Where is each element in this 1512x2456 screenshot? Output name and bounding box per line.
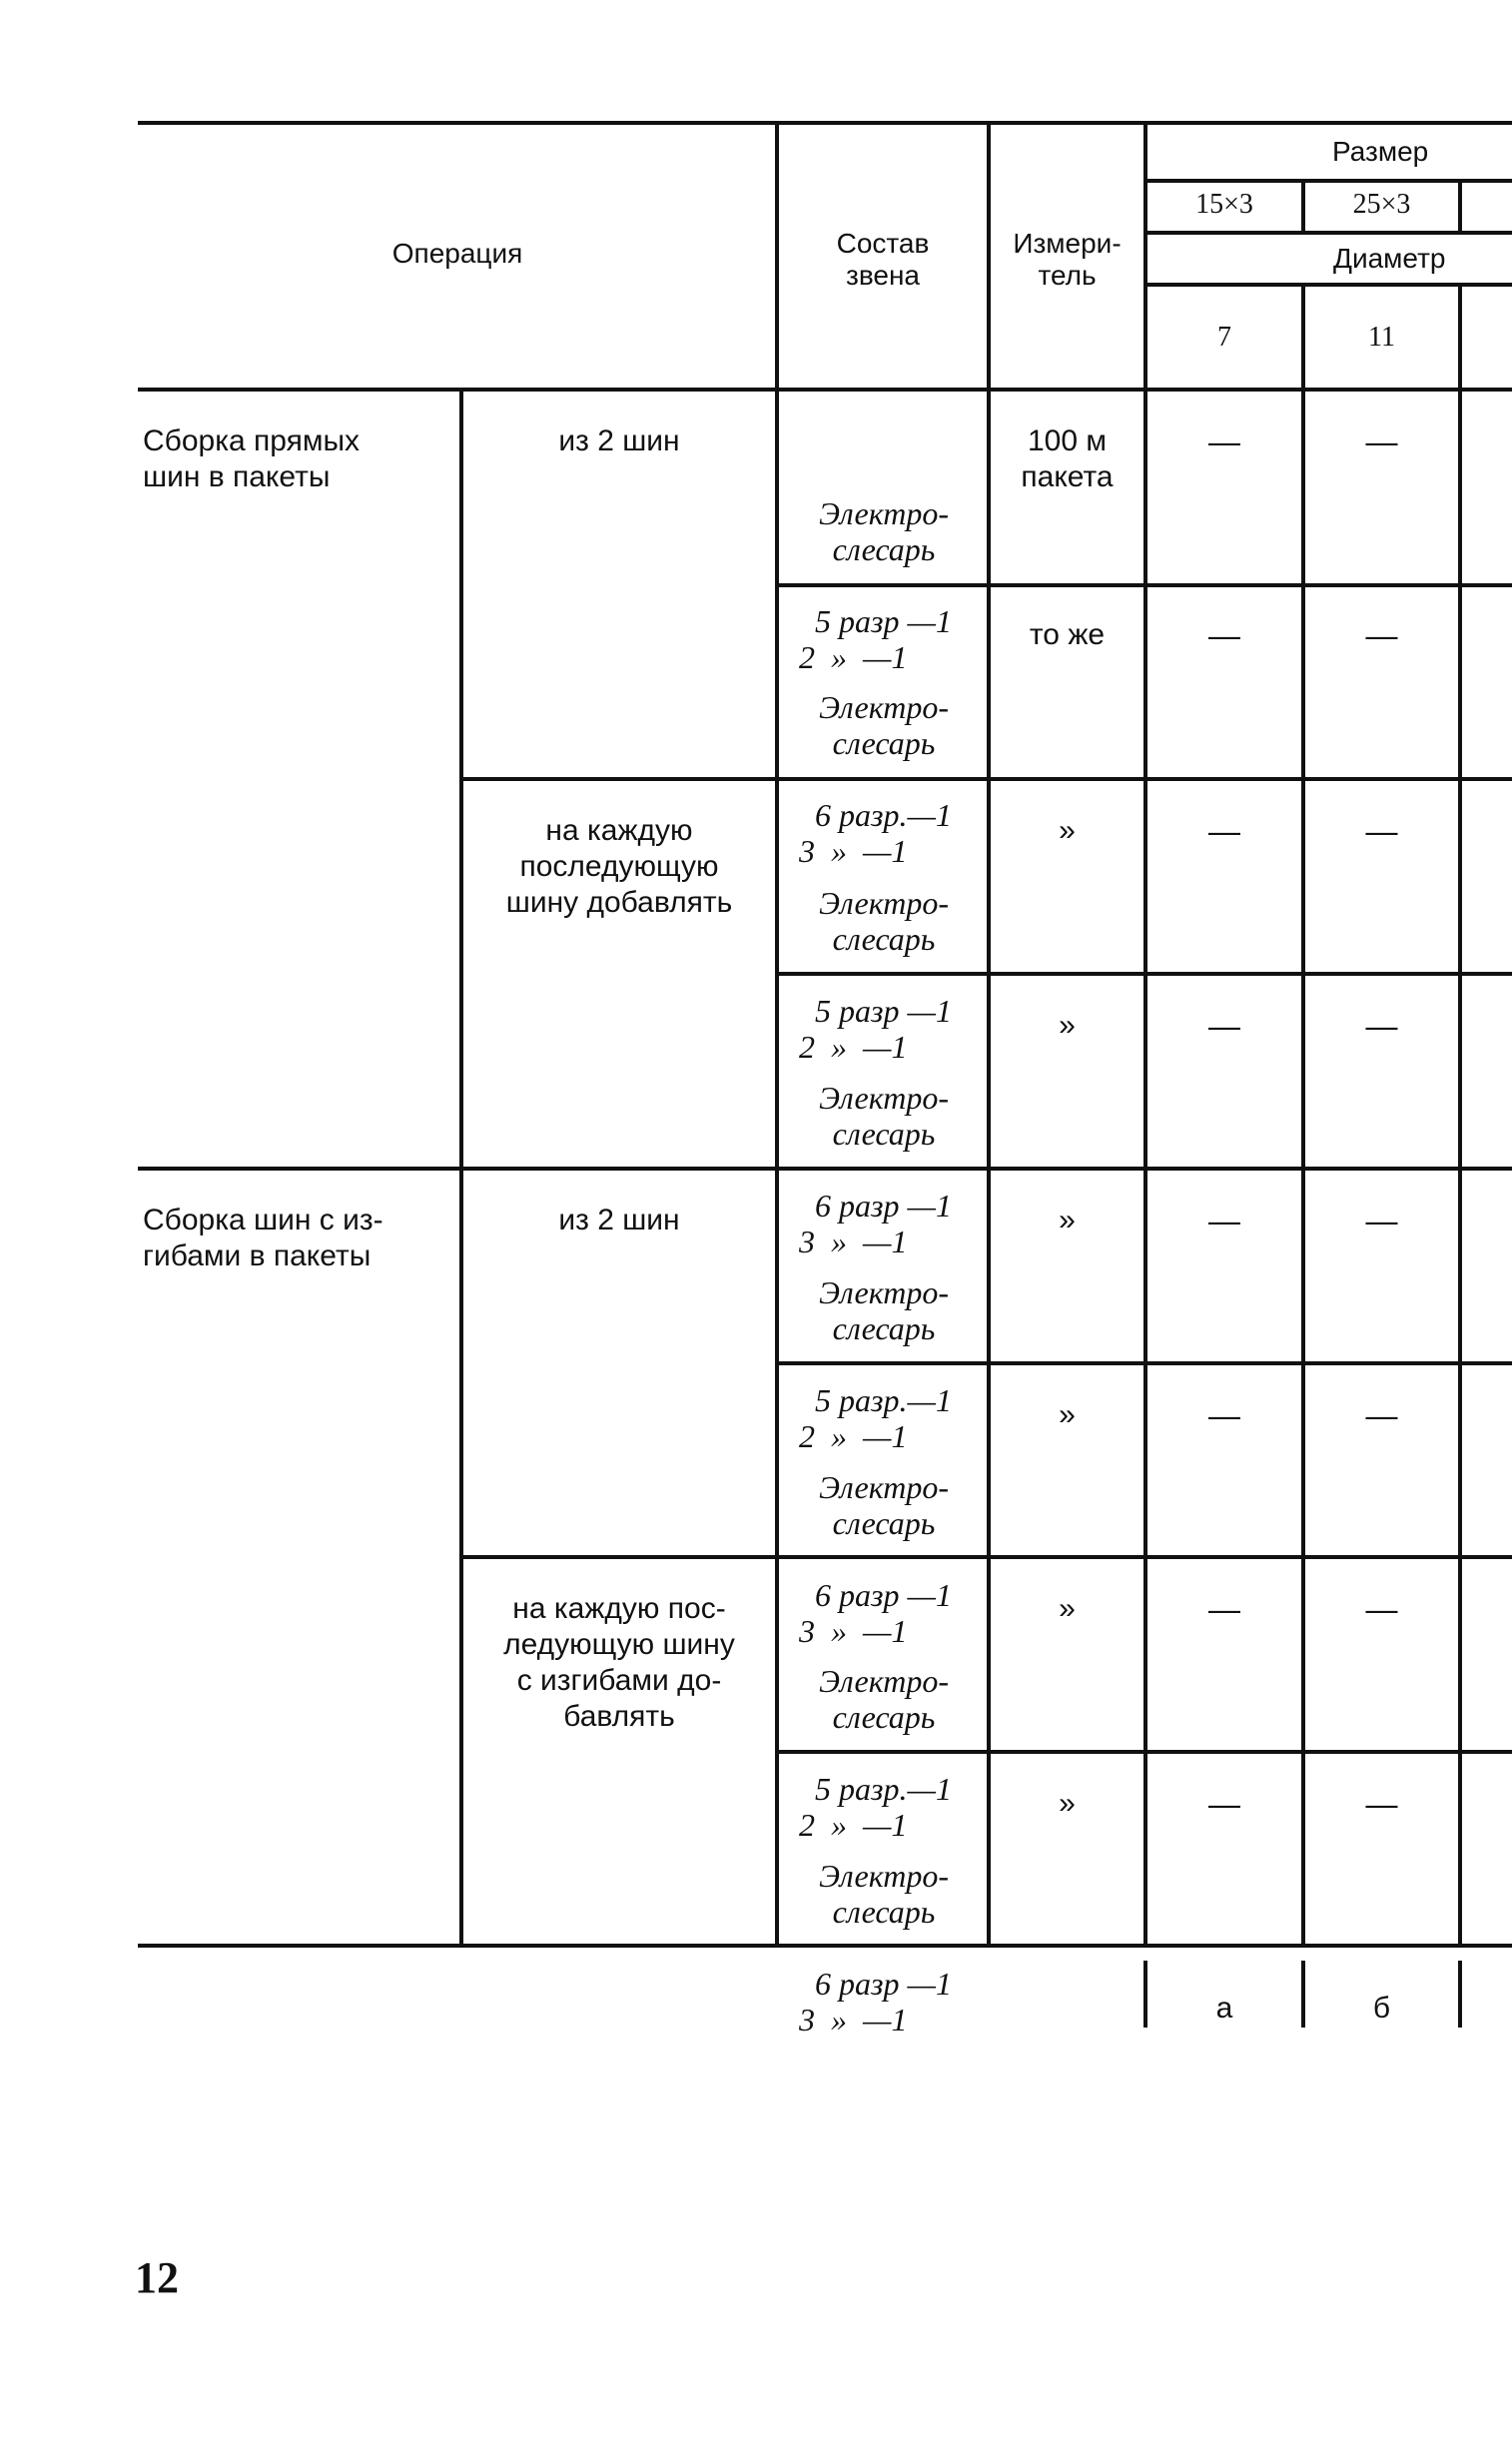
crew-title: Электро- слесарь: [819, 885, 949, 957]
crew-lines: 6 разр —1 3 » —1: [799, 1577, 952, 1649]
header-crew: Состав звена: [836, 228, 930, 291]
unit-cell: »: [1059, 1592, 1076, 1625]
subgroup-label: на каждую последующую шину добавлять: [505, 814, 733, 919]
subgroup-label: из 2 шин: [558, 1204, 680, 1236]
crew-lines: 6 разр —1 3 » —1: [799, 1188, 952, 1259]
crew-title: Электро- слесарь: [819, 1469, 949, 1541]
subgroup-label: из 2 шин: [558, 424, 680, 457]
crew-title: Электро- слесарь: [819, 1858, 949, 1930]
crew-title: Электро- слесарь: [819, 689, 949, 761]
header-size: Размер: [1332, 136, 1429, 167]
value-cell: —: [1365, 617, 1398, 653]
header-diameter: Диаметр: [1333, 243, 1446, 274]
crew-lines: 5 разр —1 2 » —1: [799, 993, 952, 1065]
value-cell: —: [1365, 1786, 1398, 1822]
value-cell: —: [1365, 423, 1398, 459]
value-cell: —: [1208, 1591, 1240, 1627]
unit-cell: 100 м пакета: [1021, 424, 1114, 493]
value-cell: —: [1365, 1397, 1398, 1433]
value-cell: —: [1365, 1008, 1398, 1044]
value-cell: —: [1208, 813, 1240, 849]
unit-cell: то же: [1029, 618, 1106, 651]
group-operation: Сборка шин с из- гибами в пакеты: [143, 1204, 383, 1272]
crew-title: Электро- слесарь: [819, 495, 949, 567]
page-number: 12: [135, 2253, 179, 2302]
footer-col-label: а: [1215, 1992, 1233, 2025]
crew-lines: 5 разр —1 2 » —1: [799, 603, 952, 675]
subgroup-label: на каждую пос- ледующую шину с изгибами до- бавлять: [503, 1592, 735, 1733]
unit-cell: »: [1059, 1787, 1076, 1820]
value-cell: —: [1365, 1203, 1398, 1238]
value-cell: —: [1208, 1397, 1240, 1433]
crew-lines: 5 разр.—1 2 » —1: [799, 1382, 952, 1454]
header-diameter-col-2: 11: [1368, 322, 1395, 353]
crew-lines: 6 разр.—1 3 » —1: [799, 797, 952, 869]
value-cell: —: [1208, 1786, 1240, 1822]
header-size-col-1: 15×3: [1195, 189, 1253, 220]
value-cell: —: [1365, 813, 1398, 849]
unit-cell: »: [1059, 1009, 1076, 1042]
crew-cell: [799, 1786, 969, 2038]
header-diameter-col-1: 7: [1217, 322, 1231, 353]
crew-title: Электро- слесарь: [819, 1274, 949, 1346]
value-cell: —: [1208, 1203, 1240, 1238]
header-operation: Операция: [391, 238, 523, 269]
header-size-col-2: 25×3: [1352, 189, 1411, 220]
crew-title: Электро- слесарь: [819, 1663, 949, 1735]
footer-col-label: б: [1372, 1992, 1391, 2025]
unit-cell: »: [1059, 1398, 1076, 1431]
value-cell: —: [1208, 423, 1240, 459]
crew-lines: 5 разр.—1 2 » —1: [799, 1771, 952, 1843]
value-cell: —: [1208, 617, 1240, 653]
unit-cell: »: [1059, 1204, 1076, 1236]
value-cell: —: [1208, 1008, 1240, 1044]
crew-title: Электро- слесарь: [819, 1080, 949, 1152]
group-operation: Сборка прямых шин в пакеты: [143, 424, 361, 493]
value-cell: —: [1365, 1591, 1398, 1627]
header-unit: Измери- тель: [1013, 228, 1122, 291]
crew-lines: 6 разр —1 3 » —1: [799, 1966, 952, 2038]
unit-cell: »: [1059, 814, 1076, 847]
